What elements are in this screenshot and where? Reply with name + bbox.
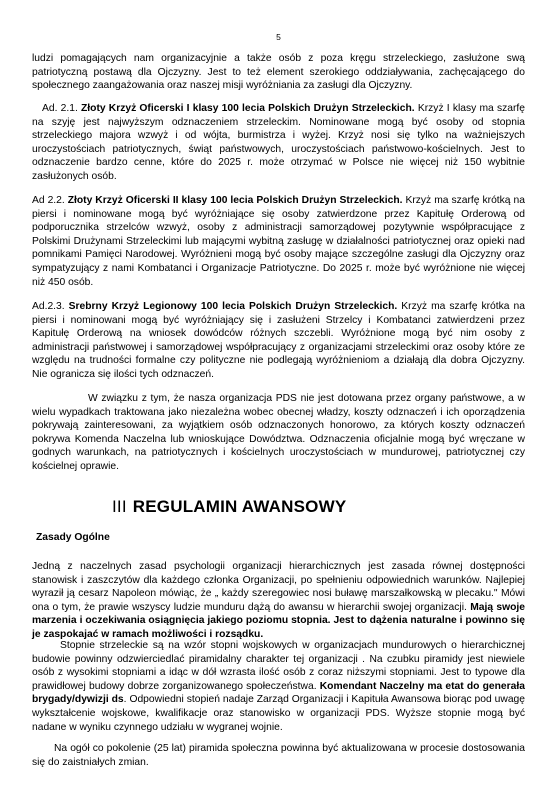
page-number: 5 xyxy=(276,32,281,42)
rules-3-text: Na ogół co pokolenie (25 lat) piramida społeczna powinna być aktualizowana w procesie dostosowania się do zaistniałych zmian. xyxy=(32,743,525,768)
ad-2-3-text: Krzyż ma szarfę krótka na piersi i nominowani mogą być wyróżniający się i zasłużeni Strzelcy i Kombatanci zatwierdzeni przez Kapitułę Orderową na wniosek dowódców różnych szczebli. Wyróżnione mogą być nim osoby z administracji państwowej i samorządowej współpracujący z organizacjami strzeleckimi oraz osoby które ze względu na trudności formalne czy polityczne nie podlegają wyróżnieniom a działają dla dobra Ojczyzny. Nie ogranicza się ilości tych odznaczeń. xyxy=(32,301,525,380)
rules-1-text: Jedną z naczelnych zasad psychologii organizacji hierarchicznych jest zasada równej dostępności stanowisk i zaszczytów dla każdego członka Organizacji, po spełnieniu odpowiednich warunków. Najlepiej wyraził ją cesarz Napoleon mówiąc, że „ każdy szeregowiec nosi buławę marszałkowską w plecaku." Mówi ona o tym, że prawie wszyscy ludzie munduru dążą do awansu w hierarchii swojej organizacji. xyxy=(32,561,525,613)
ad-2-2-prefix: Ad 2.2. xyxy=(32,195,68,206)
section-heading xyxy=(112,497,346,517)
paragraph-ad-2-3 xyxy=(32,300,525,382)
subheading-zasady-ogolne: Zasady Ogólne xyxy=(36,532,110,543)
ad-2-1-text: Krzyż I klasy ma szarfę na szyję jest najwyższym odznaczeniem strzeleckim. Nominowane mogą być osoby od stopnia strzeleckiego majora wzwyż i od wójta, burmistrza i wyżej. Krzyż nosi się tylko na ważniejszych uroczystościach patriotycznych, świąt państwowych, uroczystościach państwowo-kościelnych. Jest to odznaczenie bardzo cenne, które do 2025 r. może otrzymać w Polsce nie więcej niż 150 wybitnie zasłużonych osób. xyxy=(32,103,525,182)
paragraph-intro-text: ludzi pomagających nam organizacyjnie a także osób z poza kręgu strzeleckiego, zasłużone swą patriotyczną postawą dla Ojczyzny. Jest to też element szerokiego oddziaływania, zachęcającego do społecznego zaangażowania oraz naszej misji wyróżniania za zasługi dla Ojczyzny. xyxy=(32,53,525,92)
paragraph-ad-2-1 xyxy=(32,102,525,184)
ad-2-1-title: Złoty Krzyż Oficerski I klasy 100 lecia Polskich Drużyn Strzeleckich. xyxy=(81,103,415,114)
paragraph-rules-2 xyxy=(32,639,525,734)
ad-2-3-title: Srebrny Krzyż Legionowy 100 lecia Polskich Drużyn Strzeleckich. xyxy=(68,301,398,312)
ad-2-3-prefix: Ad.2.3. xyxy=(32,301,69,312)
ad-2-1-prefix: Ad. 2.1. xyxy=(42,103,81,114)
paragraph-costs xyxy=(32,392,525,474)
paragraph-costs-text: W związku z tym, że nasza organizacja PDS nie jest dotowana przez organy państwowe, a w wielu wypadkach traktowana jako niezależna wobec obecnej władzy, koszty odznaczeń i ich oporządzenia pokrywają zainteresowani, za wyjątkiem osób odznaczonych honorowo, za których koszty odznaczeń pokrywa Komenda Naczelna lub wnioskujące Dowództwa. Odznaczenia oficjalnie mogą być wręczane w godnych warunkach, na patriotycznych i kościelnych uroczystościach w mundurowej, patriotycznej czy kościelnej oprawie. xyxy=(32,393,525,472)
paragraph-intro xyxy=(32,52,525,93)
ad-2-2-title: Złoty Krzyż Oficerski II klasy 100 lecia Polskich Drużyn Strzeleckich. xyxy=(67,195,403,206)
paragraph-rules-1 xyxy=(32,560,525,642)
ad-2-2-text: Krzyż ma szarfę krótką na piersi i nominowane mogą być wyróżniające się osoby zatwierdzone przez Kapitułę Orderową od podporucznika strzelców wzwyż, osoby z administracji samorządowej pozytywnie współpracujące z Polskimi Drużynami Strzeleckimi lub mającymi wybitną zasługę w działalności patriotycznej oraz opieki nad pomnikami Pamięci Narodowej. Wyróżnieni mogą być osoby mające szczególne zasługi dla Ojczyzny oraz sympatyzujący z nami Kombatanci i Organizacje Patriotyczne. Do 2025 r. może być wyróżnione nie więcej niż 450 osób. xyxy=(32,195,525,288)
rules-2-bold: Komendant Naczelny ma etat do generała brygady/dywizji ds xyxy=(32,680,525,706)
section-title: REGULAMIN AWANSOWY xyxy=(132,497,347,516)
rules-2-text-a: Stopnie strzeleckie są na wzór stopni wojskowych w organizacjach mundurowych o hierarchicznej budowie powinny odzwierciedlać piramidalny charakter tej organizacji . Na czubku piramidy jest niewiele osób z wysokimi stopniami a idąc w dół wzrasta ilość osób z coraz niższymi stopniami. Jest to typowe dla prawidłowej budowy dobrze zorganizowanego społeczeństwa. xyxy=(32,640,525,692)
paragraph-ad-2-2 xyxy=(32,194,525,289)
section-roman-numeral: III xyxy=(112,497,127,516)
rules-2-text-b: . Odpowiedni stopień nadaje Zarząd Organizacji i Kapituła Awansowa biorąc pod uwagę wykształcenie wojskowe, kwalifikacje oraz stanowisko w organizacji PDS. Wyższe stopnie mogą być nadane w wyniku czynnego udziału w wygranej wojnie. xyxy=(32,694,525,733)
rules-1-bold: Mają swoje marzenia i oczekiwania osiągnięcia jakiego poziomu stopnia. Jest to dążenia naturalne i powinno się je zaspokajać w ramach możliwości i rozsądku. xyxy=(32,601,525,640)
paragraph-rules-3 xyxy=(32,742,525,769)
